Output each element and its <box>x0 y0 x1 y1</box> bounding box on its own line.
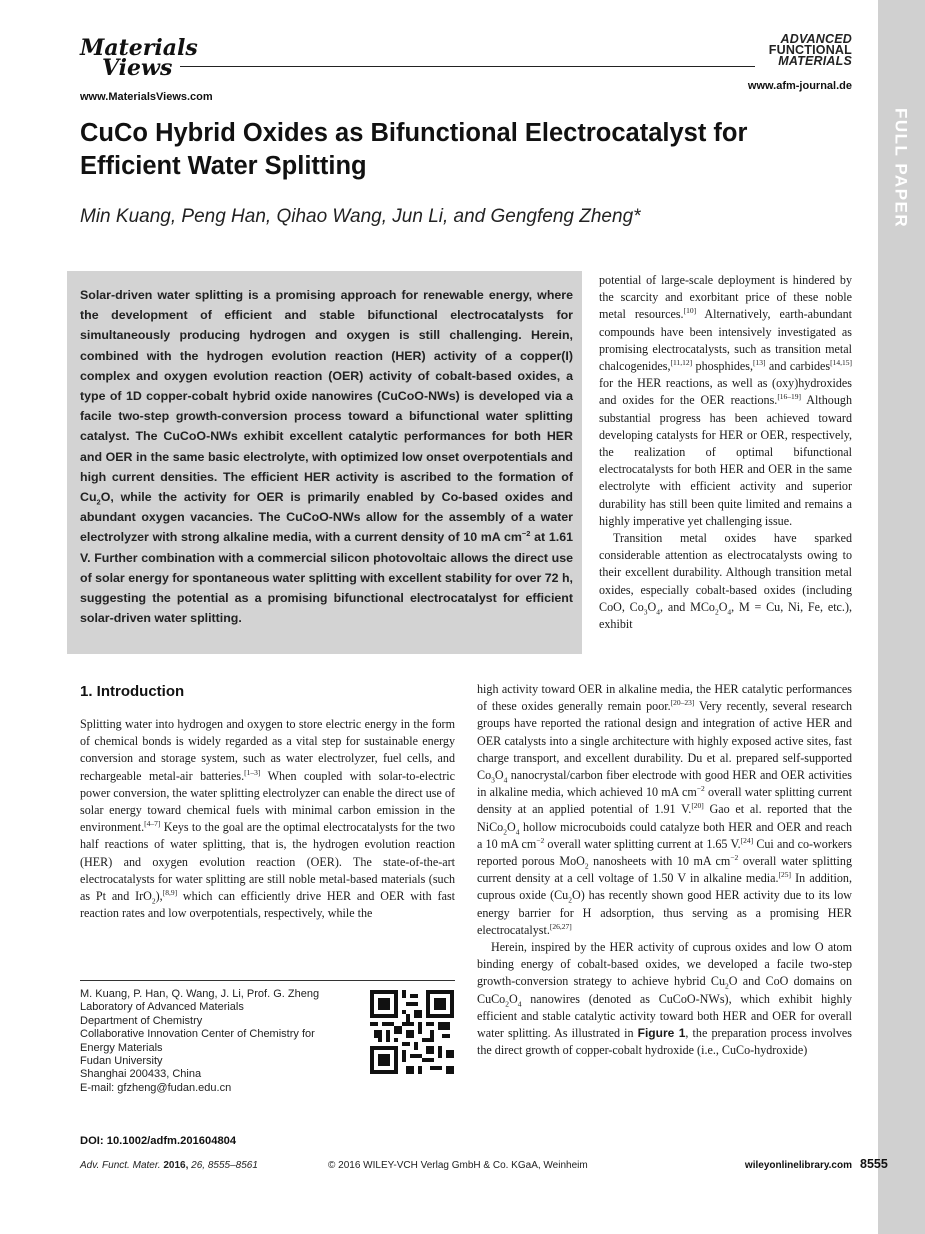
text-seg: nanosheets with 10 mA cm <box>588 854 731 869</box>
paragraph <box>477 681 852 939</box>
text-seg: O <box>506 819 516 834</box>
text-seg: Herein, inspired by the HER activity of cuprous oxides and low O atom binding energy of cobalt-based oxides, we developed a facile two-step growth-conversion strategy to achieve hybrid Cu <box>477 940 852 989</box>
footer-copyright: © 2016 WILEY-VCH Verlag GmbH & Co. KGaA, Weinheim <box>328 1160 588 1171</box>
citation[interactable]: [26,27] <box>549 921 572 931</box>
footnote-rule <box>80 980 455 981</box>
subscript: 2 <box>505 999 509 1009</box>
side-tab-text: FULL PAPER <box>891 108 911 229</box>
text-seg: In addition, cuprous oxide (Cu <box>477 871 852 903</box>
text-seg: Very recently, several research groups have reported the rational design and integration of active HER and OER catalysts into a single architecture with highly exposed active sites, fast charge transport, and excellent durability. Du et al. prepared self-supported Co <box>477 699 852 783</box>
abstract-sub: 2 <box>96 497 101 507</box>
text-seg: O <box>647 599 657 614</box>
affiliation-line: Laboratory of Advanced Materials <box>80 1001 244 1014</box>
footer-citation <box>80 1160 258 1171</box>
text-seg: , the preparation process involves the direct growth of copper-cobalt hydroxide (i.e., CuCo-hydroxide) <box>477 1026 852 1058</box>
affiliation-line: Fudan University <box>80 1055 163 1068</box>
text-seg: and carbides <box>765 359 831 374</box>
paragraph <box>477 939 852 1059</box>
journal-logo-line-1: ADVANCED <box>780 32 852 46</box>
text-seg: O) has recently shown good HER activity due to its low energy barrier for H adsorption, thus serving as a promising HER electrocatalyst. <box>477 888 852 937</box>
citation[interactable]: [4–7] <box>144 819 161 829</box>
subscript: 4 <box>656 607 661 617</box>
subscript: 2 <box>568 895 572 905</box>
footer-journal: Adv. Funct. Mater. <box>80 1160 161 1171</box>
text-seg: overall water splitting current density at a cell voltage of 1.50 V in alkaline media. <box>477 854 853 886</box>
text-seg: hollow microcuboids could catalyze both HER and OER and reach a 10 mA cm <box>477 819 852 851</box>
text-seg: nanocrystal/carbon fiber electrode with good HER and OER activities in alkaline media, which achieved 10 mA cm <box>477 768 852 800</box>
citation[interactable]: [16–19] <box>777 392 802 402</box>
abstract-seg: at 1.61 V. Further combination with a commercial silicon photovoltaic allows the direct use of solar energy for spontaneous water splitting with excellent stability for over 72 h, suggesting the potential as a promising bifunctional electrocatalyst for efficient solar-driven water splitting. <box>80 530 573 626</box>
text-seg: Although substantial progress has been achieved toward developing catalysts for HER or OER, respectively, the realization of optimal bifunctional electrocatalysts for both HER and OER in the same electrolyte with efficient activity and superior durability has still been quite limited and remains a highly imperative yet challenging issue. <box>599 393 852 528</box>
page-number: 8555 <box>860 1157 888 1171</box>
footer-year: 2016, <box>163 1160 189 1171</box>
text-seg: nanowires (denoted as CuCoO-NWs), which exhibit highly efficient and stable catalytic activity toward both HER and OER for overall water splitting. As illustrated in <box>477 991 852 1041</box>
figure-reference-link[interactable]: Figure 1 <box>637 1026 686 1041</box>
text-seg: Alternatively, earth-abundant compounds have been intensively investigated as promising electrocatalysts, such as transition metal chalcogenides, <box>599 307 853 374</box>
logo-line-1: Materials <box>80 35 198 61</box>
text-seg: O and CoO domains on CuCo <box>477 974 852 1006</box>
citation[interactable]: [20] <box>691 801 704 811</box>
abstract-seg: Solar-driven water splitting is a promising approach for renewable energy, where the development of efficient and stable bifunctional electrocatalysts for simultaneously producing hydrogen and oxygen is still challenging. Herein, combined with the hydrogen evolution reaction (HER) activity of a copper(I) complex and oxygen evolution reaction (OER) activity of cobalt-based oxides, a type of 1D copper-cobalt hybrid oxide nanowires (CuCoO-NWs) is developed via a facile two-step growth-conversion process toward a bifunctional water splitting catalyst. The CuCoO-NWs exhibit excellent catalytic performances for both HER and OER in the same basic electrolyte, with optimized low onset overpotentials and high current densities. The efficient HER activity is ascribed to the formation of Cu <box>80 288 573 505</box>
text-seg: overall water splitting current density at an applied potential of 1.91 V. <box>477 785 853 817</box>
text-seg: Keys to the goal are the optimal electrocatalysts for the two half reactions of water splitting, that is, the hydrogen evolution reaction (HER) and oxygen evolution reaction (OER). The state-of-the-art electrocatalysts for water splitting are still noble metal-based materials (such as Pt and IrO <box>80 820 455 904</box>
affiliation-line: Collaborative Innovation Center of Chemistry for <box>80 1028 315 1041</box>
text-seg: Transition metal oxides have sparked considerable attention as electrocatalysts owing to their excellent durability. Although transition metal oxides, especially cobalt-based oxides (including CoO, Co <box>599 531 852 614</box>
citation[interactable]: [11,12] <box>670 357 693 367</box>
subscript: 3 <box>643 607 648 617</box>
superscript: −2 <box>696 784 705 794</box>
affiliation-line: M. Kuang, P. Han, Q. Wang, J. Li, Prof. G. Zheng <box>80 988 320 1000</box>
text-seg: high activity toward OER in alkaline media, the HER catalytic performances of these oxides generally remain poor. <box>477 682 852 714</box>
citation[interactable]: [1–3] <box>244 767 261 777</box>
citation[interactable]: [8,9] <box>162 888 178 897</box>
abstract-seg: O, while the activity for OER is primarily enabled by Co-based oxides and abundant oxygen vacancies. The CuCoO-NWs allow for the assembly of a water electrolyzer with strong alkaline media, with a current density of 10 mA cm <box>80 490 573 545</box>
text-seg: overall water splitting current at 1.65 V. <box>544 836 741 851</box>
journal-logo-line-3: MATERIALS <box>778 54 852 68</box>
footer-site-link[interactable]: wileyonlinelibrary.com <box>744 1160 852 1171</box>
subscript: 2 <box>503 827 507 837</box>
qr-code-icon[interactable] <box>370 990 454 1074</box>
paragraph <box>599 272 852 530</box>
abstract-sup: −2 <box>521 529 531 539</box>
text-seg: O <box>718 599 728 614</box>
doi-link[interactable]: DOI: 10.1002/adfm.201604804 <box>80 1135 237 1147</box>
text-seg: Splitting water into hydrogen and oxygen to store electric energy in the form of chemical bonds is widely regarded as a vital step for sustainable energy conversion and storage system, such as water electrolyzer, fuel cells, and rechargeable metal-air batteries. <box>80 717 455 783</box>
affiliation-line: Energy Materials <box>80 1041 163 1054</box>
journal-logo-line-2: FUNCTIONAL <box>768 43 852 57</box>
text-seg: , and MCo <box>660 599 715 614</box>
text-seg: phosphides, <box>692 359 753 374</box>
section-heading-introduction: 1. Introduction <box>80 683 185 700</box>
right-column-bottom <box>477 681 852 1059</box>
article-authors: Min Kuang, Peng Han, Qihao Wang, Jun Li, and Gengfeng Zheng* <box>80 206 641 227</box>
publisher-site-link[interactable]: www.MaterialsViews.com <box>80 91 213 103</box>
materialsviews-logo <box>80 35 198 81</box>
journal-site-link[interactable]: www.afm-journal.de <box>747 80 852 92</box>
text-seg: O <box>508 991 518 1006</box>
text-seg: O <box>494 768 504 783</box>
right-column-top <box>599 272 852 633</box>
citation[interactable]: [20–23] <box>670 698 695 708</box>
article-title: CuCo Hybrid Oxides as Bifunctional Electrocatalyst for Efficient Water Splitting <box>80 119 748 180</box>
subscript: 4 <box>503 775 508 785</box>
citation[interactable]: [24] <box>740 835 754 845</box>
footer-volume-pages: 26, 8555–8561 <box>188 1160 258 1171</box>
subscript: 2 <box>151 896 156 906</box>
text-seg: for the HER reactions, as well as (oxy)hydroxides and oxides for the OER reactions. <box>599 376 852 408</box>
email-link[interactable]: E-mail: gfzheng@fudan.edu.cn <box>80 1081 232 1094</box>
text-seg: , M = Cu, Ni, Fe, etc.), exhibit <box>599 599 853 632</box>
text-seg: Cui and co-workers reported porous MoO <box>477 836 852 869</box>
subscript: 4 <box>727 607 732 617</box>
affiliation-line: Department of Chemistry <box>80 1014 203 1027</box>
subscript: 2 <box>725 981 729 991</box>
logo-line-2: Views <box>102 55 173 81</box>
subscript: 3 <box>491 775 495 785</box>
citation[interactable]: [25] <box>778 870 791 880</box>
superscript: −2 <box>536 835 545 845</box>
introduction-text <box>80 716 455 922</box>
text-seg: ), <box>155 889 163 904</box>
paragraph <box>80 716 455 922</box>
subscript: 2 <box>584 861 589 871</box>
abstract-text <box>80 285 573 628</box>
citation[interactable]: [10] <box>683 306 697 316</box>
journal-logo <box>752 34 852 67</box>
text-seg: which can efficiently drive HER and OER with fast reaction rates and low overpotentials, respectively, while the <box>80 889 456 921</box>
paragraph <box>599 530 852 633</box>
side-tab-label <box>877 108 924 258</box>
text-seg: When coupled with solar-to-electric power conversion, the water splitting electrolyzer can enable the direct use of solar energy toward chemical fuels with minimal carbon emission in the environment. <box>80 768 455 835</box>
subscript: 2 <box>714 607 719 617</box>
author-affiliation <box>80 988 355 1095</box>
citation[interactable]: [13] <box>753 357 766 367</box>
header-rule <box>180 66 755 67</box>
text-seg: potential of large-scale deployment is hindered by the scarcity and exorbitant price of these noble metal resources. <box>599 273 852 322</box>
subscript: 4 <box>515 827 520 837</box>
subscript: 4 <box>517 999 522 1009</box>
citation[interactable]: [14,15] <box>830 357 852 367</box>
superscript: −2 <box>730 853 739 862</box>
affiliation-line: Shanghai 200433, China <box>80 1068 202 1081</box>
text-seg: Gao et al. reported that the NiCo <box>477 802 853 834</box>
